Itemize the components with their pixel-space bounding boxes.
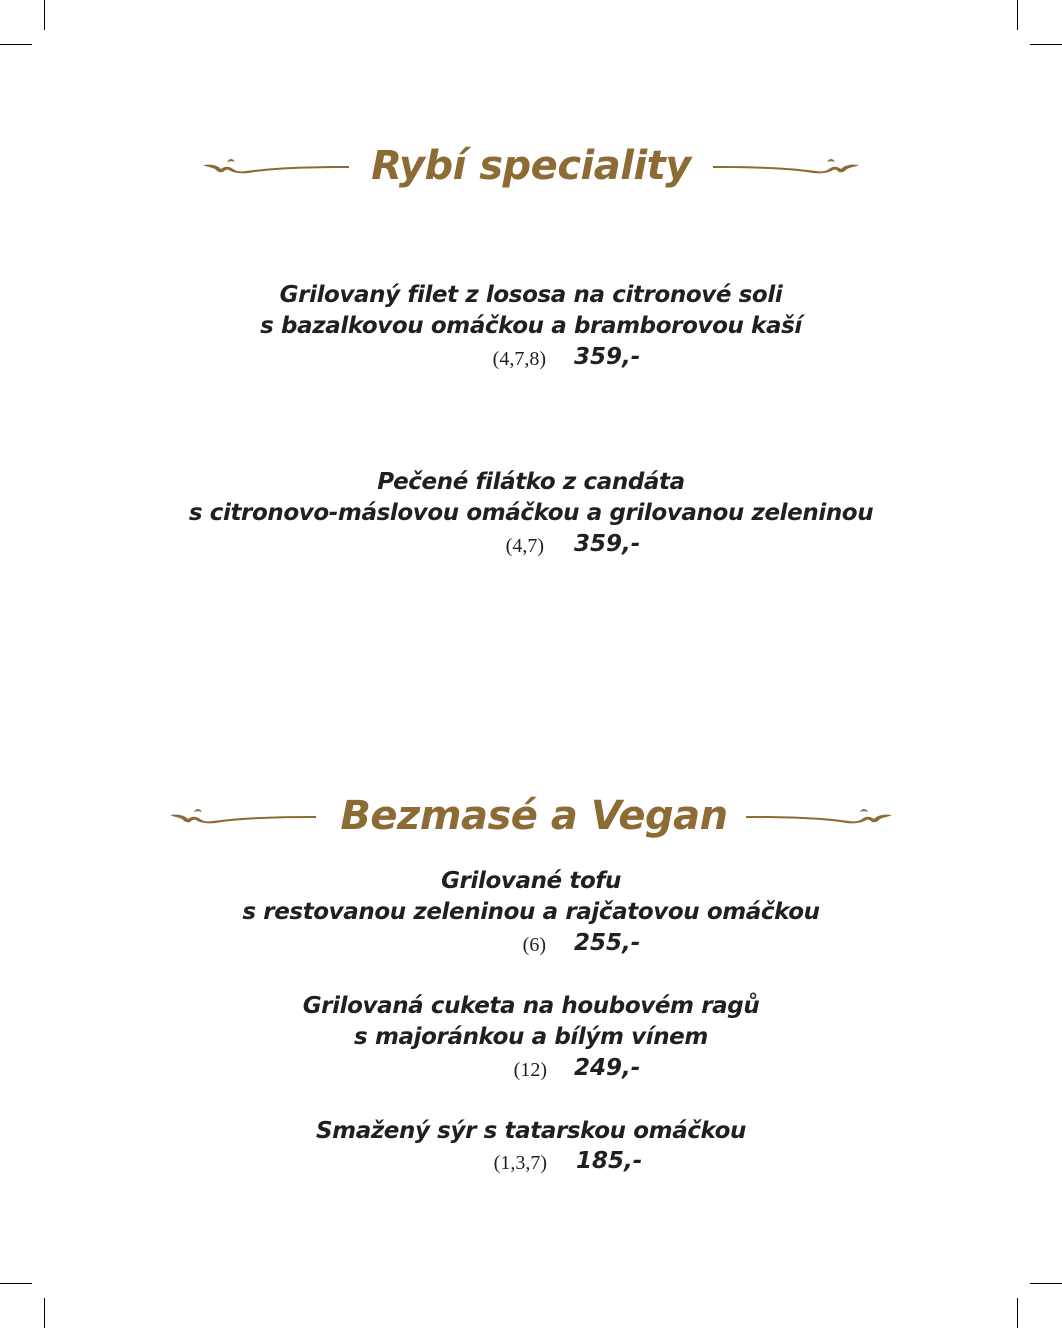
dish-name: Pečené filátko z candáta bbox=[377, 469, 685, 495]
price: 359,- bbox=[574, 531, 641, 557]
dish-description: s citronovo-máslovou omáčkou a grilovanou zeleninou bbox=[188, 500, 874, 526]
dish-description: s bazalkovou omáčkou a bramborovou kaší bbox=[260, 313, 802, 339]
crop-mark bbox=[1030, 44, 1062, 45]
allergen-codes: (4,7) bbox=[505, 535, 544, 557]
price-row bbox=[0, 1055, 1062, 1087]
flourish-right-icon bbox=[713, 154, 863, 178]
dish-description: s majoránkou a bílým vínem bbox=[354, 1024, 708, 1050]
section-title: Rybí speciality bbox=[371, 143, 691, 189]
price: 255,- bbox=[574, 930, 641, 956]
price: 359,- bbox=[574, 344, 641, 370]
flourish-right-icon bbox=[746, 804, 896, 828]
allergen-codes: (1,3,7) bbox=[493, 1152, 547, 1174]
crop-mark bbox=[0, 1283, 32, 1284]
flourish-left-icon bbox=[166, 804, 316, 828]
price-row bbox=[0, 930, 1062, 962]
price-row bbox=[0, 1148, 1062, 1180]
price: 185,- bbox=[576, 1148, 643, 1174]
allergen-codes: (12) bbox=[513, 1059, 547, 1081]
section-heading-fish bbox=[0, 138, 1062, 194]
crop-mark bbox=[44, 1298, 45, 1328]
dish-name: Grilovaná cuketa na houbovém ragů bbox=[302, 993, 760, 1019]
allergen-codes: (6) bbox=[522, 934, 546, 956]
menu-item bbox=[0, 467, 1062, 529]
dish-name: Grilované tofu bbox=[441, 868, 621, 894]
crop-mark bbox=[1017, 0, 1018, 30]
menu-item bbox=[0, 991, 1062, 1053]
dish-name: Smažený sýr s tatarskou omáčkou bbox=[315, 1118, 747, 1144]
dish-description: s restovanou zeleninou a rajčatovou omáčkou bbox=[242, 899, 820, 925]
crop-mark bbox=[0, 44, 32, 45]
crop-mark bbox=[44, 0, 45, 30]
flourish-left-icon bbox=[199, 154, 349, 178]
price-row bbox=[0, 531, 1062, 563]
section-title: Bezmasé a Vegan bbox=[340, 793, 728, 839]
price-row bbox=[0, 344, 1062, 376]
dish-name: Grilovaný filet z lososa na citronové soli bbox=[279, 282, 783, 308]
menu-item bbox=[0, 280, 1062, 342]
crop-mark bbox=[1030, 1283, 1062, 1284]
menu-item bbox=[0, 866, 1062, 928]
price: 249,- bbox=[574, 1055, 641, 1081]
section-heading-vegan bbox=[0, 788, 1062, 844]
menu-item bbox=[0, 1116, 1062, 1147]
crop-mark bbox=[1017, 1298, 1018, 1328]
allergen-codes: (4,7,8) bbox=[492, 348, 546, 370]
